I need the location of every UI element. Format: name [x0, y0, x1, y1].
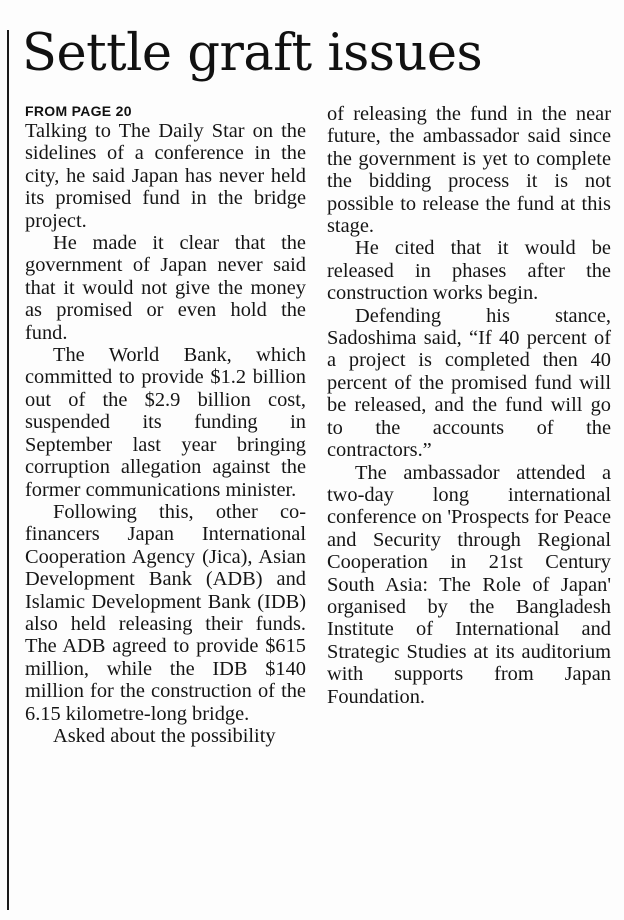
paragraph-1: Talking to The Daily Star on the sidelines of a conference in the city, he said Japan has never held its promised fund in the bridge project.	[25, 120, 306, 232]
paragraph-5: Asked about the possibility	[53, 724, 276, 747]
paragraph-4: Following this, other co-financers Japan International Cooperation Agency (Jica), Asian Development Bank (ADB) and Islamic Development Bank (IDB) also held releasing their funds. The ADB agreed to provide $615 million, while the IDB $140 million for the construction of the 6.15 kilometre-long bridge.	[25, 500, 306, 725]
paragraph-9: The ambassador attended a two-day long international conference on 'Prospects for Peace and Security through Regional Cooperation in 21st Century South Asia: The Role of Japan' organised by the Bangladesh Institute of International and Strategic Studies at its auditorium with supports from Japan Foundation.	[327, 461, 611, 708]
paragraph-8: Defending his stance, Sadoshima said, “If 40 percent of a project is completed then 40 percent of the promised fund will be released, and the fund will go to the accounts of the contractors.”	[327, 304, 611, 462]
paragraph-2: He made it clear that the government of Japan never said that it would not give the money as promised or even hold the fund.	[25, 232, 306, 344]
continuation-kicker: FROM PAGE 20	[25, 103, 132, 119]
paragraph-6: of releasing the fund in the near future, the ambassador said since the government is yet to complete the bidding process it is not possible to release the fund at this stage.	[327, 103, 611, 238]
headline: Settle graft issues	[22, 24, 483, 83]
paragraph-7: He cited that it would be released in phases after the construction works begin.	[327, 237, 611, 305]
column-rule	[7, 30, 9, 910]
paragraph-3: The World Bank, which committed to provide $1.2 billion out of the $2.9 billion cost, suspended its funding in September last year bringing corruption allegation against the former communications minister.	[25, 344, 306, 501]
right-column	[327, 103, 611, 708]
left-column	[25, 103, 306, 747]
